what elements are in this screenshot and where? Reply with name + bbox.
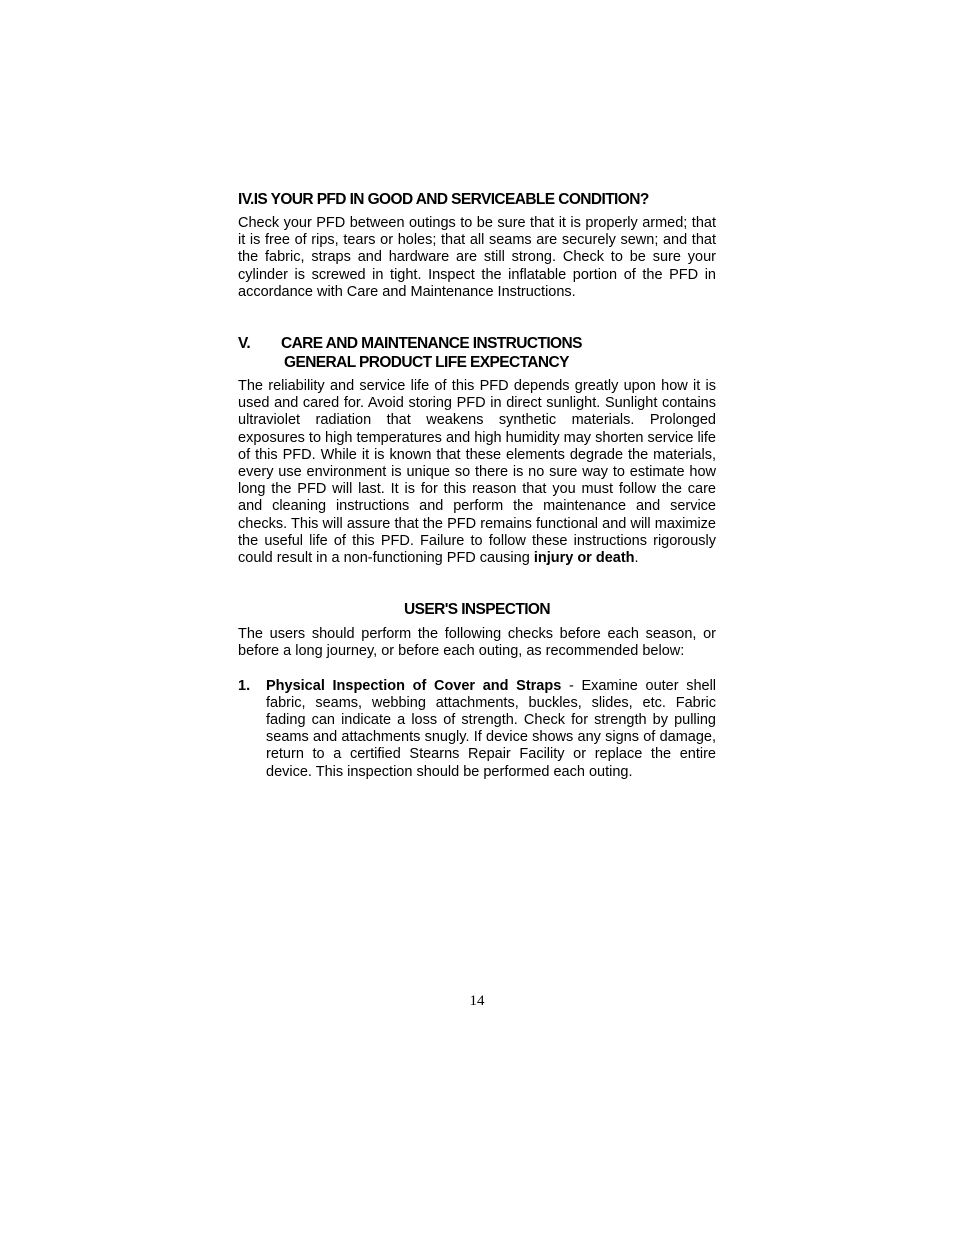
section-5-subtitle: GENERAL PRODUCT LIFE EXPECTANCY <box>284 354 569 372</box>
section-5-number: V. <box>238 335 251 353</box>
inspection-list-item <box>238 678 716 781</box>
users-inspection-heading: USER'S INSPECTION <box>404 601 550 619</box>
page-number: 14 <box>469 993 485 1009</box>
list-item-text <box>266 678 716 781</box>
section-5-paragraph <box>238 378 716 567</box>
section-4-paragraph: Check your PFD between outings to be sure that it is properly armed; that it is free of rips, tears or holes; that all seams are securely sewn; and that the fabric, straps and hardware are still strong. Check to be sure your cylinder is screwed in tight. Inspect the inflatable portion of the PFD in accordance with Care and Maintenance Instructions. <box>238 215 716 300</box>
list-item-description: Examine outer shell fabric, seams, webbing attachments, buckles, slides, etc. Fabric fading can indicate a loss of strength. Check for strength by pulling seams and attachments snugly. If device shows any signs of damage, return to a certified Stearns Repair Facility or replace the entire device. This inspection should be performed each outing. <box>266 677 717 780</box>
section-5-end: . <box>634 550 639 567</box>
section-5-title: CARE AND MAINTENANCE INSTRUCTIONS <box>281 335 582 353</box>
section-5-heading <box>238 334 716 372</box>
users-inspection-intro: The users should perform the following checks before each season, or before a long journey, or before each outing, as recommended below: <box>238 626 716 660</box>
section-5-text: The reliability and service life of this PFD depends greatly upon how it is used and cared for. Avoid storing PFD in direct sunlight. Sunlight contains ultraviolet radiation that weakens synthetic materials. Prolonged exposures to high temperatures and high humidity may shorten service life of this PFD. While it is known that these elements degrade the materials, every use environment is unique so there is no sure way to estimate how long the PFD will last. It is for this reason that you must follow the care and cleaning instructions and perform the maintenance and service checks. This will assure that the PFD remains functional and will maximize the useful life of this PFD. Failure to follow these instructions rigorously could result in a non-functioning PFD causing <box>238 378 716 567</box>
list-item-separator: - <box>561 677 582 694</box>
page-content <box>238 190 716 781</box>
list-item-number: 1. <box>238 677 251 694</box>
section-4-heading: IV.IS YOUR PFD IN GOOD AND SERVICEABLE CONDITION? <box>238 191 649 208</box>
warning-emphasis: injury or death <box>533 550 635 567</box>
list-item-title: Physical Inspection of Cover and Straps <box>266 677 562 694</box>
